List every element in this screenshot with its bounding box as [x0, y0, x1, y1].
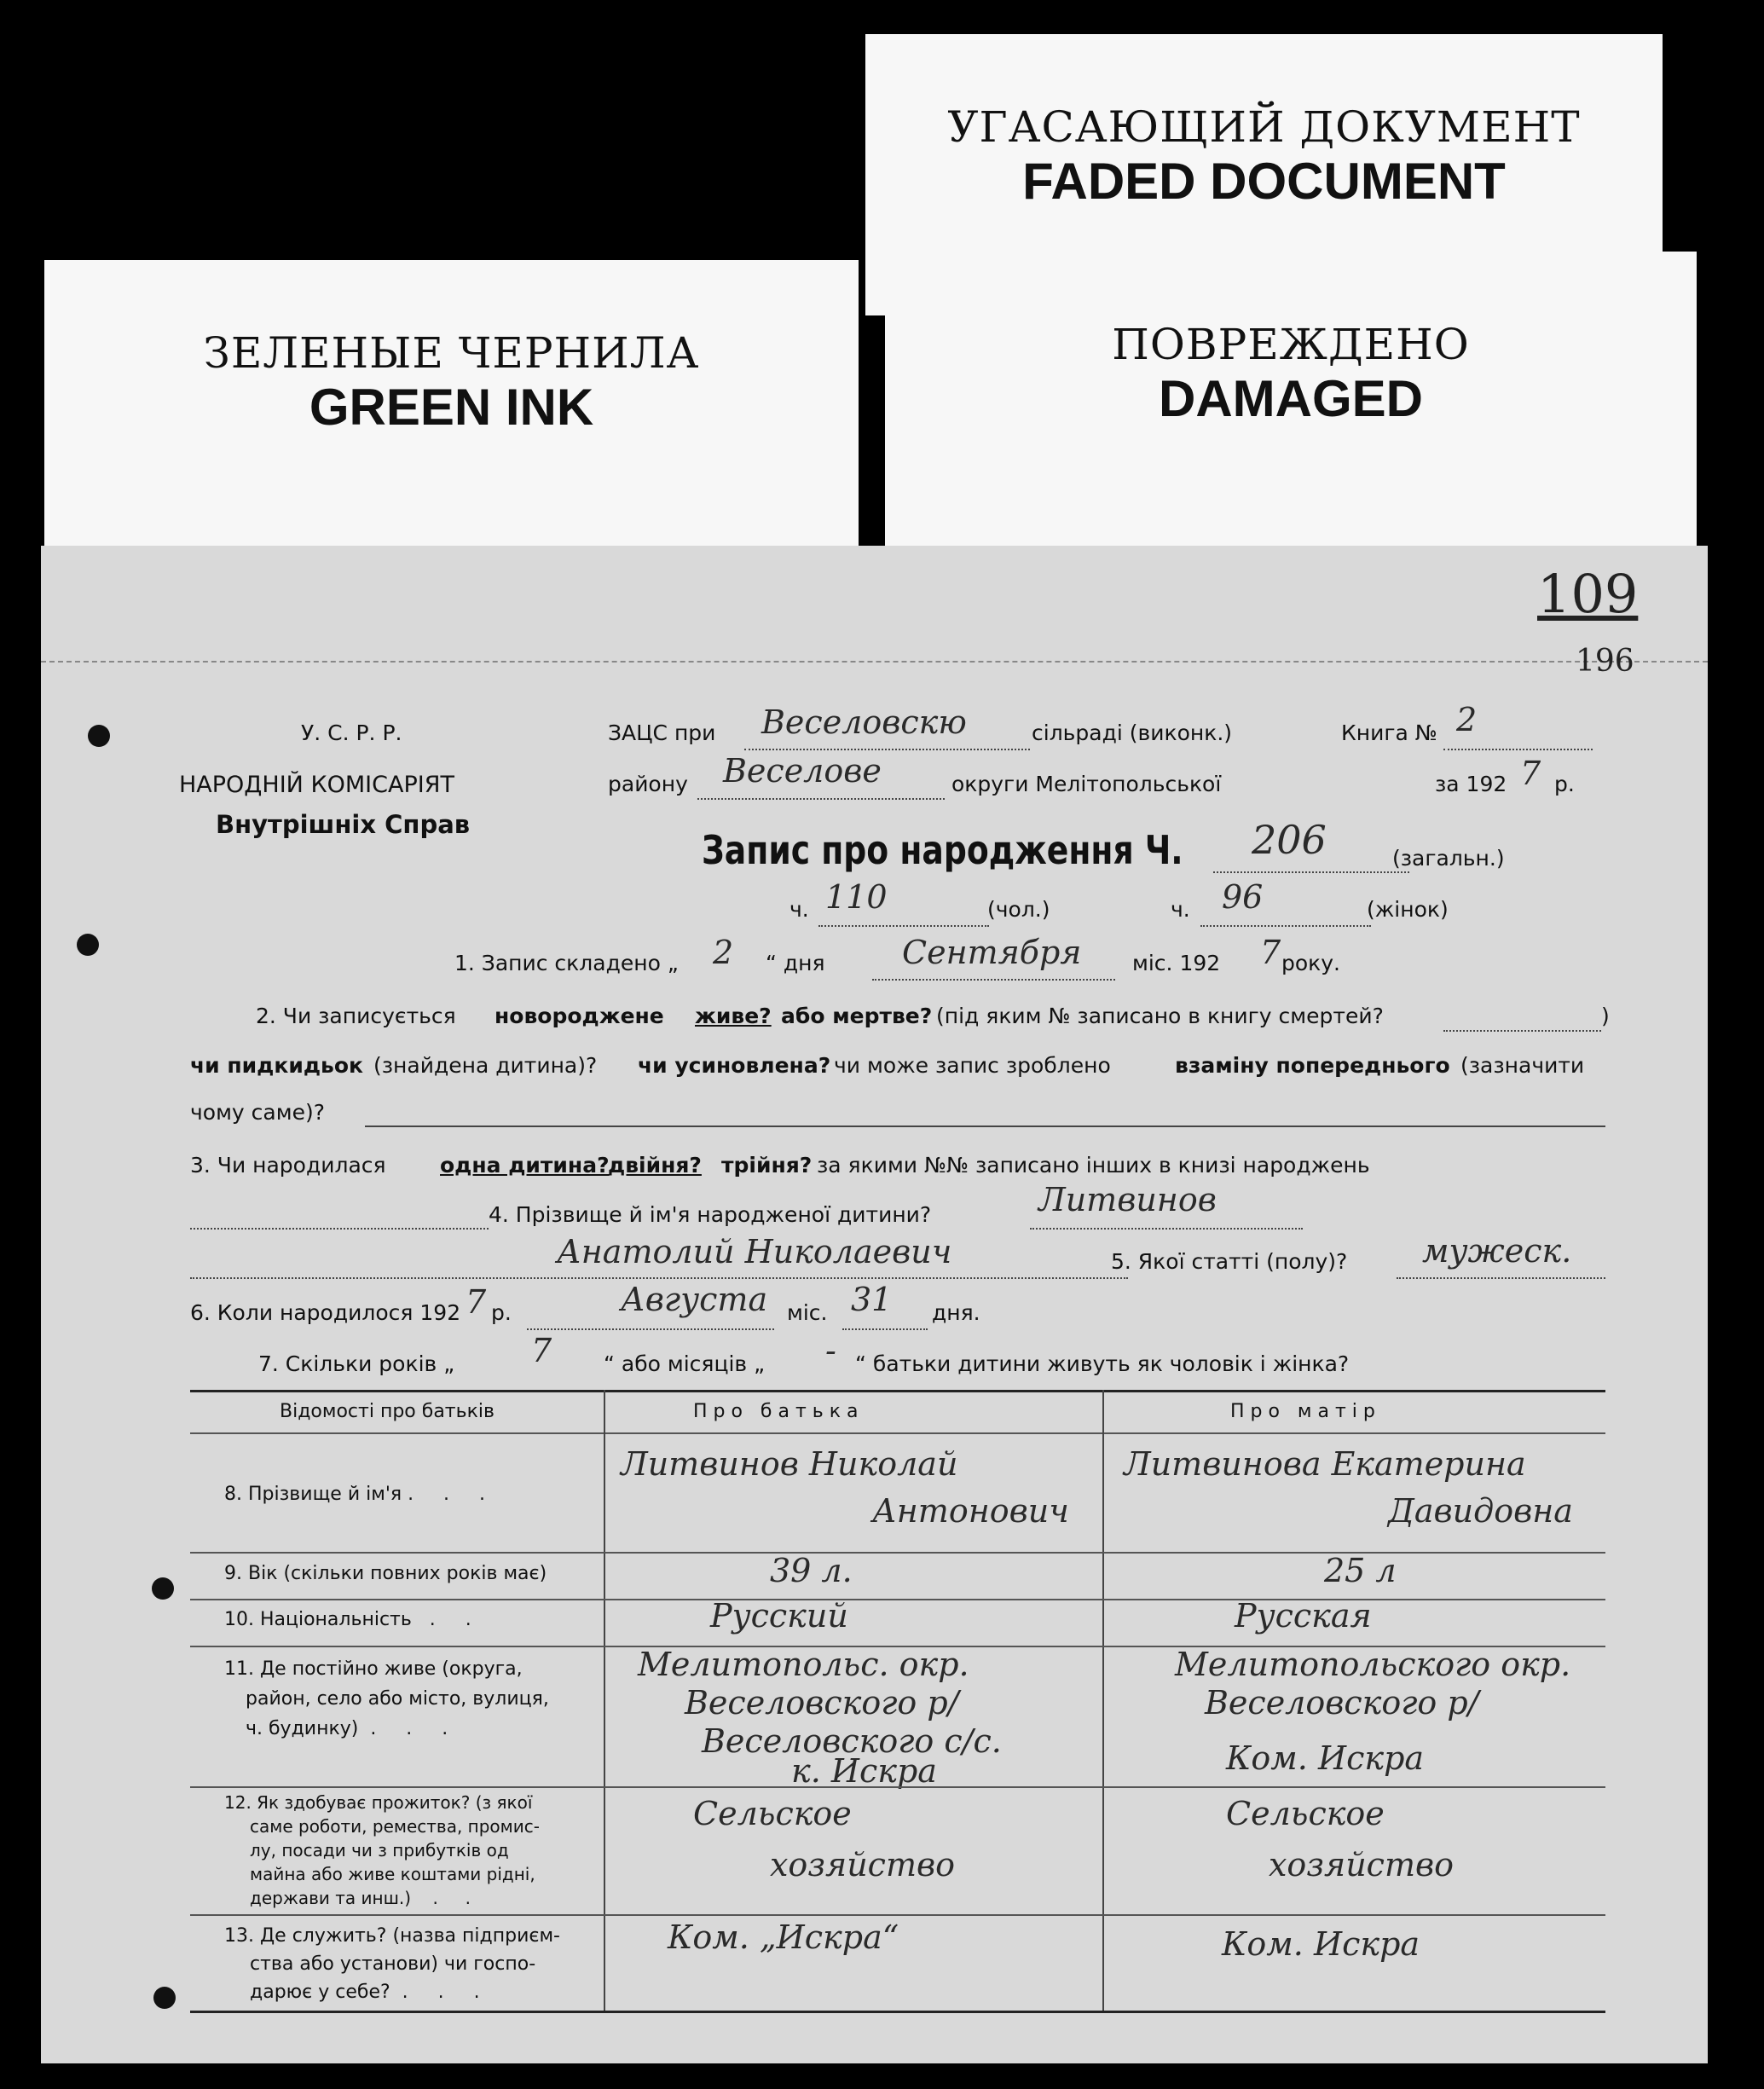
zags-value: Веселовскю [761, 703, 967, 741]
ch2-label: ч. [1171, 897, 1190, 922]
q5-label: 5. Якої статті (полу)? [1111, 1249, 1348, 1274]
ch1-label: ч. [789, 897, 809, 922]
mother-occupation-1: Сельское [1226, 1795, 1385, 1832]
q1-day: 2 [713, 934, 734, 971]
damaged-tag [885, 252, 1697, 546]
q3-e: за якими №№ записано інших в книзі народжень [817, 1153, 1370, 1178]
fold-line [41, 661, 1708, 663]
male-label: (чол.) [987, 897, 1050, 922]
father-name-1: Литвинов Николай [621, 1445, 958, 1483]
punch-hole [153, 1987, 176, 2009]
row12-label-2: саме роботи, ремества, промис- [250, 1816, 540, 1837]
female-label: (жінок) [1367, 897, 1449, 922]
q2-line1-f: ) [1601, 1004, 1610, 1028]
mother-name-1: Литвинова Екатерина [1124, 1445, 1526, 1483]
book-value: 2 [1456, 701, 1478, 738]
damaged-tag-ru: ПОВРЕЖДЕНО [1112, 320, 1470, 369]
table-header-mother: П р о м а т і р [1230, 1401, 1375, 1422]
birth-record-form [41, 546, 1708, 2063]
q7-a: 7. Скільки років „ [258, 1351, 455, 1376]
father-address-4: к. Искра [791, 1752, 937, 1790]
q2-line2-e: взаміну попереднього [1175, 1053, 1450, 1078]
q3-c: двійня? [608, 1153, 702, 1178]
commissariat-label: НАРОДНІЙ КОМІСАРІЯТ [179, 772, 454, 798]
q2-line2-a: чи пидкидьок [190, 1053, 363, 1078]
q1-mis: міс. 192 [1132, 951, 1221, 975]
q2-line1-e: (під яким № записано в книгу смертей? [936, 1004, 1384, 1028]
district-value: Веселове [723, 752, 882, 790]
book-label: Книга № [1341, 720, 1437, 745]
row13-label-2: ства або установи) чи госпо- [250, 1953, 536, 1975]
faded-tag-ru: УГАСАЮЩИЙ ДОКУМЕНТ [947, 102, 1581, 152]
q2-line1-c: живе? [695, 1004, 772, 1028]
male-count: 110 [825, 878, 888, 916]
mother-address-3: Ком. Искра [1226, 1739, 1425, 1777]
q7-b: “ або місяців „ [604, 1351, 766, 1376]
table-header-info: Відомості про батьків [280, 1401, 494, 1422]
form-title: Запис про народження Ч. [702, 827, 1183, 873]
row8-label: 8. Прізвище й ім'я . . . [224, 1484, 486, 1505]
birth-month: Августа [621, 1281, 768, 1318]
green-tag-en: GREEN INK [309, 379, 594, 436]
row13-label-3: дарює у себе? . . . [250, 1982, 480, 2003]
father-address-3: Веселовского с/с. [702, 1722, 1002, 1760]
year-suffix: р. [1554, 772, 1575, 796]
q7-c: “ батьки дитини живуть як чоловік і жінка? [855, 1351, 1350, 1376]
q3-b: одна дитина? [440, 1153, 610, 1178]
q2-line2-f: (зазначити [1460, 1053, 1585, 1078]
archive-subnumber: 196 [1576, 644, 1634, 679]
father-nationality: Русский [710, 1597, 848, 1635]
damaged-tag-en: DAMAGED [1159, 370, 1423, 427]
faded-tag-en: FADED DOCUMENT [1022, 153, 1506, 210]
total-label: (загальн.) [1392, 846, 1505, 871]
q6-dnya: дня. [932, 1300, 980, 1325]
mother-name-2: Давидовна [1388, 1492, 1573, 1530]
ussr-label: У. С. Р. Р. [301, 720, 402, 745]
q2-line2-d: чи може запис зроблено [834, 1053, 1111, 1078]
archive-number: 109 [1537, 563, 1639, 625]
mother-age: 25 л [1324, 1552, 1397, 1589]
child-sex: мужеск. [1422, 1232, 1572, 1270]
q3-d: трійня? [721, 1153, 813, 1178]
q2-line3: чому саме)? [190, 1100, 325, 1125]
q6-p: р. [491, 1300, 512, 1325]
q4-label: 4. Прізвище й ім'я народженої дитини? [489, 1202, 932, 1227]
row12-label-1: 12. Як здобуває прожиток? (з якої [224, 1792, 533, 1813]
q1-end: року. [1281, 951, 1341, 975]
row12-label-3: лу, посади чи з прибутків од [250, 1840, 509, 1860]
father-address-1: Мелитопольс. окр. [638, 1646, 969, 1683]
green-tag-ru: ЗЕЛЕНЫЕ ЧЕРНИЛА [203, 328, 700, 378]
row11-label-3: ч. будинку) . . . [246, 1718, 448, 1739]
okrug-label: округи Мелітопольської [951, 772, 1222, 796]
father-address-2: Веселовского р/ [685, 1684, 959, 1722]
q2-line2-c: чи усиновлена? [638, 1053, 831, 1078]
row9-label: 9. Вік (скільки повних років має) [224, 1563, 547, 1584]
row11-label-2: район, село або місто, вулиця, [246, 1688, 549, 1710]
row11-label-1: 11. Де постійно живе (округа, [224, 1658, 523, 1680]
punch-hole [152, 1577, 174, 1600]
punch-hole [88, 725, 110, 747]
father-occupation-2: хозяйство [770, 1846, 955, 1884]
q6-year-digit: 7 [466, 1283, 487, 1321]
father-occupation-1: Сельское [693, 1795, 852, 1832]
q2-line2-b: (знайдена дитина)? [373, 1053, 598, 1078]
green-ink-tag [44, 260, 859, 550]
row12-label-5: держави та инш.) . . [250, 1888, 471, 1908]
row10-label: 10. Національність . . [224, 1609, 471, 1630]
female-count: 96 [1222, 878, 1264, 916]
council-label: сільраді (виконк.) [1032, 720, 1233, 745]
father-age: 39 л. [770, 1552, 853, 1589]
year-label: за 192 [1435, 772, 1507, 796]
punch-hole [77, 934, 99, 956]
mother-address-2: Веселовского р/ [1205, 1684, 1479, 1722]
father-workplace: Ком. „Искра“ [668, 1918, 899, 1956]
mother-workplace: Ком. Искра [1222, 1925, 1420, 1963]
record-number: 206 [1252, 817, 1327, 863]
mother-nationality: Русская [1235, 1597, 1372, 1635]
father-name-2: Антонович [872, 1492, 1069, 1530]
q1-mid: “ дня [766, 951, 825, 975]
child-surname: Литвинов [1038, 1181, 1217, 1218]
internal-affairs-label: Внутрішніх Справ [216, 810, 471, 839]
row13-label-1: 13. Де служить? (назва підприєм- [224, 1925, 560, 1947]
mother-occupation-2: хозяйство [1269, 1846, 1454, 1884]
q7-months: - [825, 1332, 836, 1369]
q3-a: 3. Чи народилася [190, 1153, 386, 1178]
q2-line1-d: або мертве? [781, 1004, 933, 1028]
year-digit: 7 [1520, 755, 1541, 792]
birth-day: 31 [851, 1281, 893, 1318]
q1-year-digit: 7 [1260, 934, 1281, 971]
zags-label: ЗАЦС при [608, 720, 716, 745]
q2-line1-a: 2. Чи записується [256, 1004, 456, 1028]
district-label: району [608, 772, 688, 796]
q6-mis: міс. [787, 1300, 828, 1325]
row12-label-4: майна або живе коштами рідні, [250, 1864, 535, 1884]
child-name: Анатолий Николаевич [557, 1233, 952, 1270]
q1-label: 1. Запис складено „ [454, 951, 679, 975]
table-header-father: П р о б а т ь к а [693, 1401, 859, 1422]
q2-line1-b: новороджене [494, 1004, 664, 1028]
mother-address-1: Мелитопольского окр. [1175, 1646, 1571, 1683]
q6-label: 6. Коли народилося 192 [190, 1300, 461, 1325]
q7-years: 7 [531, 1332, 552, 1369]
q1-month: Сентября [902, 934, 1082, 971]
